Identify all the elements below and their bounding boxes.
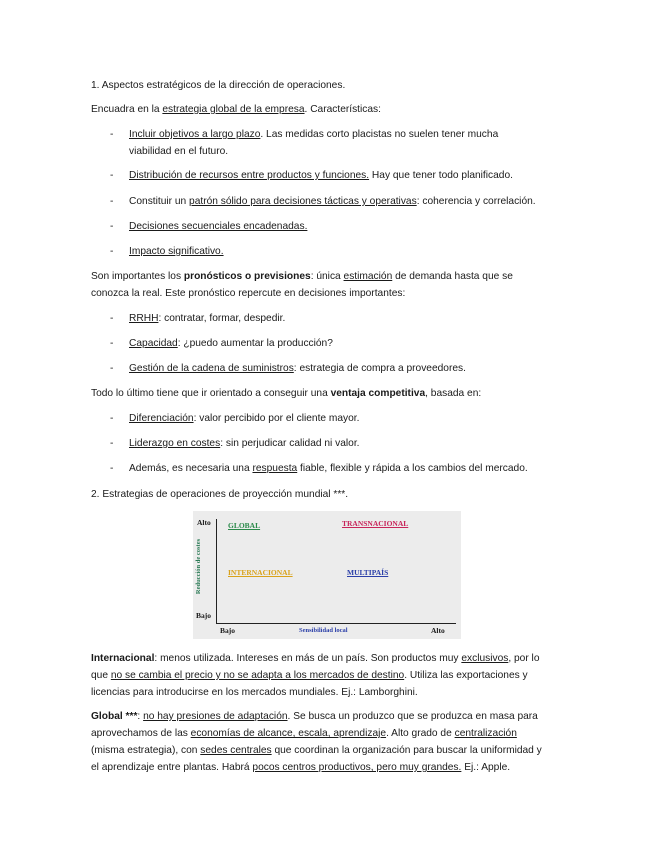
strategy-intro: Encuadra en la estrategia global de la empresa. Características: (91, 104, 381, 115)
global-strategy-link: estrategia global de la empresa (162, 104, 305, 115)
y-low-label: Bajo (196, 611, 211, 620)
forecast-paragraph: Son importantes los pronósticos o previsiones: única estimación de demanda hasta que se conozca la real. Este pronóstico repercute en decisiones importantes: (91, 271, 513, 299)
y-axis-label: Reducción de costes (195, 538, 203, 595)
quadrant-transnacional: TRANSNACIONAL (342, 519, 409, 528)
quadrant-multipais: MULTIPAÍS (347, 568, 389, 577)
advantage-paragraph: Todo lo último tiene que ir orientado a conseguir una ventaja competitiva, basada en: (91, 388, 482, 399)
x-high-label: Alto (431, 626, 445, 635)
section-1-heading: 1. Aspectos estratégicos de la dirección de operaciones. (91, 80, 346, 91)
internacional-paragraph: Internacional: menos utilizada. Intereses en más de un país. Son productos muy exclusivos, por lo que no se cambia el precio y no se adapta a los mercados de destino. Utiliza las exportaciones y licencias para introducirse en los mercados mundiales. Ej.: Lamborghini. (91, 653, 540, 698)
y-high-label: Alto (197, 518, 211, 527)
quadrant-global: GLOBAL (228, 521, 261, 530)
y-axis (216, 519, 217, 624)
global-paragraph: Global ***: no hay presiones de adaptación. Se busca un produzco que se produzca en masa para aprovechamos de las economías de alcance, escala, aprendizaje. Alto grado de centralización (misma estrategia), con sedes centrales que coordinan la organización para buscar la uniformidad y el aprendizaje entre plantas. Habrá pocos centros productivos, pero muy grandes. Ej.: Apple. (91, 711, 542, 773)
x-low-label: Bajo (220, 626, 235, 635)
section-2-heading: 2. Estrategias de operaciones de proyección mundial ***. (91, 489, 349, 500)
quadrant-internacional: INTERNACIONAL (228, 568, 293, 577)
x-axis-label: Sensibilidad local (299, 627, 348, 634)
x-axis (216, 623, 456, 624)
strategy-matrix-figure (193, 511, 461, 639)
